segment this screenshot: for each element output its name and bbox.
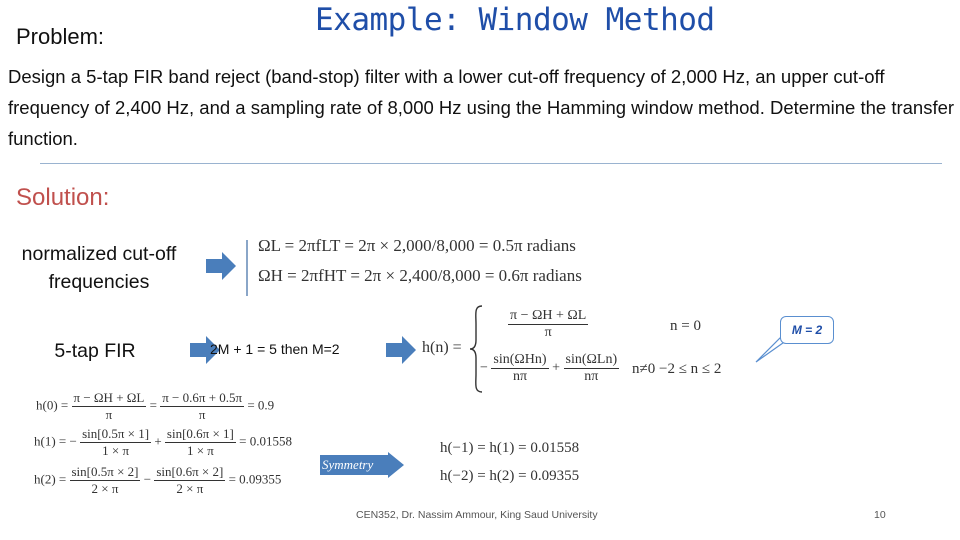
hn-case2-a-num: sin(ΩHn) [493, 352, 547, 367]
hn-case2-condition: n≠0 −2 ≤ n ≤ 2 [632, 361, 722, 377]
h2-f1-num: sin[0.5π × 2] [71, 464, 139, 479]
hn-case1-den: π [544, 325, 552, 340]
h1-value: = 0.01558 [239, 433, 292, 449]
omega-h-equation: ΩH = 2πfHT = 2π × 2,400/8,000 = 0.6π radians [258, 266, 582, 285]
h2-lhs: h(2) = [34, 471, 67, 487]
divider [40, 163, 942, 164]
h0-value: = 0.9 [247, 397, 275, 413]
hn-lhs: h(n) = [422, 339, 462, 356]
h-minus1-equation: h(−1) = h(1) = 0.01558 [440, 440, 580, 456]
h2-f1-den: 2 × π [91, 481, 119, 496]
h0-f2-den: π [198, 407, 206, 422]
h2-value: = 0.09355 [228, 471, 282, 487]
slide-title: Example: Window Method [315, 2, 715, 38]
hn-case2-expression: − $\frac{\text{sin(ΩHn)}}{n\pi}$ + $\frac{\text{sin(ΩLn)}}{n\pi}$ [480, 352, 618, 384]
arrow-right-icon [206, 252, 236, 280]
hn-case1-fraction [508, 308, 588, 341]
normalized-cutoff-label: normalized cut-off frequencies [21, 243, 177, 293]
h0-f1-num: π − ΩH + ΩL [73, 390, 145, 405]
five-tap-label: 5-tap FIR [54, 340, 136, 362]
hn-case1-num: π − ΩH + ΩL [510, 308, 587, 323]
h1-f2-num: sin[0.6π × 1] [166, 426, 234, 441]
h-minus2-equation: h(−2) = h(2) = 0.09355 [440, 468, 580, 484]
h0-lhs: h(0) = [36, 397, 69, 413]
hn-case2-b-num: sin(ΩLn) [565, 352, 618, 367]
h1-f1-num: sin[0.5π × 1] [82, 426, 150, 441]
h2-f2-num: sin[0.6π × 2] [156, 464, 224, 479]
page-number: 10 [874, 509, 886, 521]
omega-l-equation: ΩL = 2πfLT = 2π × 2,000/8,000 = 0.5π radians [258, 236, 576, 255]
h0-f2-num: π − 0.6π + 0.5π [162, 390, 243, 405]
m-callout: M = 2 [780, 316, 834, 344]
problem-statement: Design a 5-tap FIR band reject (band-stop) filter with a lower cut-off frequency of 2,000 Hz, an upper cut-off frequency of 2,400 Hz, and a sampling rate of 8,000 Hz using the Hamming window method. Determine the transfer function. [8, 66, 955, 149]
problem-label: Problem: [16, 24, 105, 49]
h2-f2-den: 2 × π [176, 481, 204, 496]
h1-equation: h(1) = − $\frac{\sin[0.5\pi \times 1]}{1 \times \pi}$ + $\frac{\sin[0.6\pi \times 1]}{1 \times \pi}$ = 0.01558 [34, 426, 292, 458]
arrow-right-icon [386, 336, 416, 364]
hn-case2-b-den: nπ [584, 369, 599, 384]
hn-case1-condition: n = 0 [670, 318, 701, 334]
footer-credit: CEN352, Dr. Nassim Ammour, King Saud University [356, 509, 598, 521]
h0-equation: h(0) = $\frac{\pi - \Omega H + \Omega L}{\pi}$ = $\frac{\pi - 0.6\pi + 0.5\pi}{\pi}$ = 0.9 [36, 390, 275, 422]
h2-equation: h(2) = $\frac{\sin[0.5\pi \times 2]}{2 \times \pi}$ − $\frac{\sin[0.6\pi \times 2]}{2 \times \pi}$ = 0.09355 [34, 464, 282, 496]
hn-case2-a-den: nπ [512, 369, 528, 384]
h1-lhs: h(1) = − [34, 433, 77, 449]
h1-f1-den: 1 × π [102, 443, 130, 458]
h0-f1-den: π [105, 407, 113, 422]
bracket-line [246, 240, 248, 296]
m-relation: 2M + 1 = 5 then M=2 [210, 341, 340, 357]
solution-label: Solution: [16, 184, 110, 211]
symmetry-label: Symmetry [322, 457, 374, 472]
h1-f2-den: 1 × π [186, 443, 214, 458]
